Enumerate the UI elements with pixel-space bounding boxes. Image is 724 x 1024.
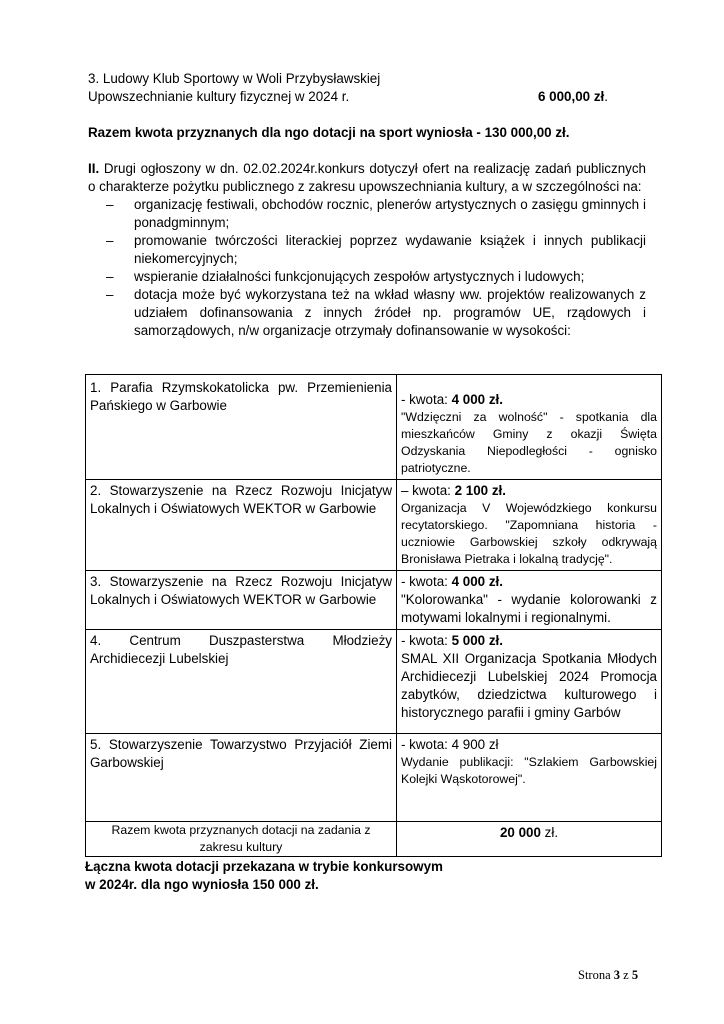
grant-amount-line — [401, 482, 657, 500]
grant-amount-prefix: - kwota: — [401, 392, 452, 407]
grant-amount-line — [401, 573, 657, 591]
table-total-row — [86, 822, 662, 857]
org-cell — [86, 375, 397, 480]
section-2-bullets — [88, 196, 646, 340]
grand-total-line1: Łączna kwota dotacji przekazana w trybie konkursowym — [85, 859, 443, 874]
grant-description: SMAL XII Organizacja Spotkania Młodych Archidiecezji Lubelskiej 2024 Promocja zabytków, dziedzictwa kulturowego i historycznego parafii i gminy Garbów — [401, 651, 657, 720]
grant-amount: 4 000 zł. — [451, 574, 503, 589]
org-name: 4. Centrum Duszpasterstwa Młodzieży Archidiecezji Lubelskiej — [90, 633, 392, 666]
org-name: 5. Stowarzyszenie Towarzystwo Przyjaciół Ziemi Garbowskiej — [90, 737, 392, 770]
grant-amount-prefix: – kwota: — [401, 483, 455, 498]
sport-item — [88, 70, 618, 106]
table-row — [86, 571, 662, 630]
grant-amount-prefix: - kwota: — [401, 737, 452, 752]
sport-org-name: 3. Ludowy Klub Sportowy w Woli Przybysławskiej — [88, 71, 381, 86]
grant-amount-prefix: - kwota: — [401, 633, 452, 648]
total-label-cell — [86, 822, 397, 857]
grant-amount: 5 000 zł. — [451, 633, 503, 648]
org-name: 1. Parafia Rzymskokatolicka pw. Przemienienia Pańskiego w Garbowie — [90, 380, 392, 413]
grant-description: Organizacja V Wojewódzkiego konkursu recytatorskiego. "Zapomniana historia - uczniowie Garbowskiej szkoły odkrywają Bronisława Pietraka i lokalną tradycję". — [401, 501, 657, 566]
section-2-intro: Drugi ogłoszony w dn. 02.02.2024r.konkurs dotyczył ofert na realizację zadań publicznych o charakterze pożytku publicznego z zakresu upowszechniania kultury, a w szczególności na: — [88, 161, 646, 194]
total-amount-unit: zł. — [540, 825, 559, 840]
grant-cell — [397, 734, 662, 822]
grand-total — [85, 858, 625, 894]
bullet-item: – dotacja może być wykorzystana też na wkład własny ww. projektów realizowanych z udziałem dofinansowania z innych źródeł np. programów UE, rządowych i samorządowych, n/w organizacje otrzymały dofinansowanie w wysokości: — [88, 286, 646, 340]
sport-total: Razem kwota przyznanych dla ngo dotacji na sport wyniosła - 130 000,00 zł. — [88, 125, 570, 140]
sport-amount-wrap: 6 000,00 zł. — [538, 89, 608, 104]
total-amount-cell — [397, 822, 662, 857]
page-number-sep: z — [620, 968, 632, 982]
grant-amount-line — [401, 632, 657, 650]
page-number — [578, 966, 638, 984]
bullet-item: – organizację festiwali, obchodów rocznic, plenerów artystycznych o zasięgu gminnych i ponadgminnym; — [88, 196, 646, 232]
grant-amount: 2 100 zł. — [454, 483, 506, 498]
table-row — [86, 480, 662, 571]
grant-cell — [397, 480, 662, 571]
org-name: 2. Stowarzyszenie na Rzecz Rozwoju Inicjatyw Lokalnych i Oświatowych WEKTOR w Garbowie — [90, 483, 392, 516]
grant-cell — [397, 630, 662, 734]
org-cell — [86, 630, 397, 734]
grant-amount-line — [401, 391, 657, 409]
grant-cell — [397, 571, 662, 630]
org-cell — [86, 571, 397, 630]
total-label: Razem kwota przyznanych dotacji na zadania z zakresu kultury — [111, 823, 371, 854]
total-amount: 20 000 — [499, 825, 541, 840]
grant-description: "Kolorowanka" - wydanie kolorowanki z motywami lokalnymi i regionalnymi. — [401, 592, 657, 625]
bullet-item: – promowanie twórczości literackiej poprzez wydawanie książek i innych publikacji niekomercyjnych; — [88, 232, 646, 268]
bullet-item: – wspieranie działalności funkcjonujących zespołów artystycznych i ludowych; — [88, 268, 646, 286]
grant-amount: 4 000 zł. — [451, 392, 503, 407]
page-number-prefix: Strona — [578, 968, 614, 982]
sport-task-row — [88, 88, 618, 106]
section-2-intro-wrap — [88, 160, 646, 196]
sport-task: Upowszechnianie kultury fizycznej w 2024 r. — [88, 89, 350, 104]
sport-amount: 6 000,00 zł — [538, 89, 605, 104]
org-cell — [86, 480, 397, 571]
org-name: 3. Stowarzyszenie na Rzecz Rozwoju Inicjatyw Lokalnych i Oświatowych WEKTOR w Garbowie — [90, 574, 392, 607]
table-row — [86, 630, 662, 734]
section-2-number: II. — [88, 161, 100, 176]
grant-description: "Wdzięczni za wolność" - spotkania dla mieszkańców Gminy z okazji Święta Odzyskania Niepodległości - ognisko patriotyczne. — [401, 410, 657, 475]
page-number-total: 5 — [631, 968, 639, 982]
section-2 — [88, 160, 646, 340]
grand-total-line2: w 2024r. dla ngo wyniosła 150 000 zł. — [85, 877, 319, 892]
grant-cell — [397, 375, 662, 480]
grants-table — [85, 374, 662, 857]
grant-amount-line — [401, 736, 657, 754]
page-number-current: 3 — [613, 968, 621, 982]
grant-amount: 4 900 zł — [451, 737, 499, 752]
grant-description: Wydanie publikacji: "Szlakiem Garbowskiej Kolejki Wąskotorowej". — [401, 755, 657, 786]
table-row — [86, 375, 662, 480]
org-cell — [86, 734, 397, 822]
grant-amount-prefix: - kwota: — [401, 574, 452, 589]
table-row — [86, 734, 662, 822]
